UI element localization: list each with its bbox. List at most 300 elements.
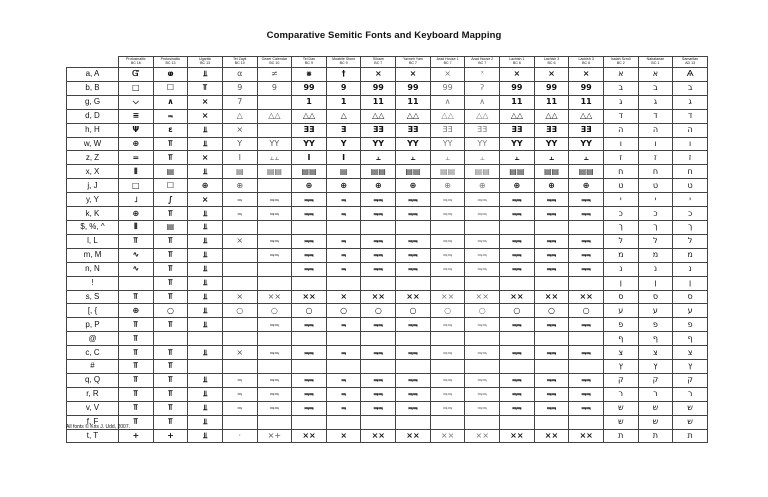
glyph-cell: ⨯⨯ [396, 290, 431, 304]
glyph-cell [257, 179, 292, 193]
glyph-cell: ⫬ [222, 387, 257, 401]
glyph-cell: ⨯⨯ [361, 290, 396, 304]
glyph-cell: 9 [222, 81, 257, 95]
key-mapping-cell: d, D [67, 109, 119, 123]
glyph-cell: ⫬⫬ [569, 262, 604, 276]
glyph-cell: ח [603, 165, 638, 179]
glyph-cell: ⫬ [222, 207, 257, 221]
key-mapping-cell: c, C [67, 346, 119, 360]
glyph-cell: YY [534, 137, 569, 151]
glyph-cell: ⫬⫬ [500, 207, 535, 221]
glyph-cell [326, 332, 361, 346]
table-row [67, 262, 708, 276]
glyph-cell: ○ [430, 304, 465, 318]
glyph-cell: ך [603, 220, 638, 234]
glyph-cell: ⫬⫬ [396, 346, 431, 360]
glyph-cell: ט [603, 179, 638, 193]
table-row [67, 207, 708, 221]
glyph-cell: ץ [638, 360, 673, 374]
glyph-cell [257, 332, 292, 346]
glyph-cell: ⊕ [292, 179, 327, 193]
key-mapping-cell: h, H [67, 123, 119, 137]
glyph-cell: פ [638, 318, 673, 332]
glyph-cell: ⫬⫬ [465, 248, 500, 262]
glyph-cell: ⫬⫬ [257, 318, 292, 332]
glyph-cell: ⨯ [326, 290, 361, 304]
column-header-name: Tel Dan [302, 57, 316, 61]
glyph-cell: ⫬⫬ [569, 387, 604, 401]
glyph-cell [465, 276, 500, 290]
glyph-cell: 11 [569, 95, 604, 109]
glyph-cell: ⫬⫬ [465, 373, 500, 387]
glyph-cell [465, 415, 500, 429]
column-header [465, 57, 500, 68]
glyph-cell: ז [638, 151, 673, 165]
glyph-cell: ט [673, 179, 708, 193]
table-row [67, 151, 708, 165]
glyph-cell: י [638, 193, 673, 207]
glyph-cell: ך [638, 220, 673, 234]
glyph-cell: ○ [257, 304, 292, 318]
glyph-cell: ⫬⫬ [430, 193, 465, 207]
glyph-cell: 11 [396, 95, 431, 109]
glyph-cell [292, 220, 327, 234]
column-header [257, 57, 292, 68]
glyph-cell: YY [396, 137, 431, 151]
glyph-cell: ז [673, 151, 708, 165]
column-header-date: BC 9 [339, 61, 348, 65]
glyph-cell: ⫪ [119, 332, 154, 346]
glyph-cell: צ [673, 346, 708, 360]
column-header-name: Nabataean [646, 57, 665, 61]
glyph-cell: ○ [222, 304, 257, 318]
glyph-cell: ▤▤ [500, 165, 535, 179]
glyph-cell: ⨯⨯ [292, 290, 327, 304]
glyph-cell [292, 415, 327, 429]
glyph-cell: ⫬⫬ [292, 262, 327, 276]
glyph-cell [292, 360, 327, 374]
glyph-cell [500, 332, 535, 346]
glyph-cell: ץ [603, 360, 638, 374]
glyph-cell: ⫬⫬ [465, 346, 500, 360]
glyph-cell [326, 360, 361, 374]
glyph-cell: ⫬⫬ [534, 387, 569, 401]
glyph-cell [222, 415, 257, 429]
table-row [67, 179, 708, 193]
glyph-cell: ⫬⫬ [465, 262, 500, 276]
glyph-cell: ⫪ [153, 248, 188, 262]
glyph-cell: 99 [292, 81, 327, 95]
glyph-cell: ⫬⫬ [396, 193, 431, 207]
glyph-cell: ⫬⫬ [465, 387, 500, 401]
glyph-cell: ⫪ [119, 415, 154, 429]
glyph-cell: ⫬⫬ [361, 193, 396, 207]
glyph-cell: ⫬ [326, 346, 361, 360]
glyph-cell: ⫬⫬ [569, 248, 604, 262]
glyph-cell [153, 332, 188, 346]
column-header-date: BC 2 [616, 61, 625, 65]
glyph-cell: צ [603, 346, 638, 360]
glyph-cell: ƎƎ [569, 123, 604, 137]
column-header-name: Protosinaitic [126, 57, 146, 61]
key-mapping-cell: @ [67, 332, 119, 346]
glyph-cell: I [326, 151, 361, 165]
key-mapping-cell: t, T [67, 429, 119, 443]
glyph-cell [569, 220, 604, 234]
glyph-cell: ⫬⫬ [500, 234, 535, 248]
glyph-cell: ⊕ [361, 179, 396, 193]
glyph-cell: ▤ [222, 165, 257, 179]
glyph-cell: Ѧ [673, 68, 708, 82]
glyph-cell: ⫫ [188, 123, 223, 137]
glyph-cell: ע [603, 304, 638, 318]
font-comparison-table [66, 56, 708, 443]
header-row [67, 57, 708, 68]
glyph-cell: ʔ [465, 81, 500, 95]
glyph-cell: ⫬⫬ [465, 207, 500, 221]
glyph-cell: ⫫ [188, 401, 223, 415]
glyph-cell: ⫬ [326, 401, 361, 415]
glyph-cell [569, 415, 604, 429]
glyph-cell: ⫪ [153, 207, 188, 221]
glyph-cell: ⨯ [222, 234, 257, 248]
table-row [67, 276, 708, 290]
glyph-cell: ⫪ [153, 262, 188, 276]
glyph-cell: ▤▤ [257, 165, 292, 179]
glyph-cell: ⫬⫬ [465, 401, 500, 415]
glyph-cell: ○ [326, 304, 361, 318]
glyph-cell: ⫬⫬ [257, 248, 292, 262]
glyph-cell [326, 220, 361, 234]
table-row [67, 220, 708, 234]
glyph-cell [396, 360, 431, 374]
glyph-cell: ⫠ [430, 151, 465, 165]
glyph-cell: ⨯ [188, 109, 223, 123]
glyph-cell: ⫬⫬ [534, 373, 569, 387]
column-header [119, 57, 154, 68]
glyph-cell: ⊕ [222, 179, 257, 193]
column-header-name: Yavneh Yam [402, 57, 423, 61]
glyph-cell [292, 332, 327, 346]
key-mapping-cell: g, G [67, 95, 119, 109]
glyph-cell: ⫬⫬ [257, 234, 292, 248]
column-header [673, 57, 708, 68]
glyph-cell: ⫪ [153, 415, 188, 429]
glyph-cell: ע [638, 304, 673, 318]
key-mapping-cell: x, X [67, 165, 119, 179]
glyph-cell: ה [603, 123, 638, 137]
glyph-cell: ⫬⫬ [292, 318, 327, 332]
glyph-cell: א [638, 68, 673, 82]
glyph-cell: ⫬⫬ [500, 262, 535, 276]
glyph-cell: ⫪ [153, 373, 188, 387]
column-header [188, 57, 223, 68]
glyph-cell: ⫬⫬ [500, 346, 535, 360]
column-header-name: Isaiah Scroll [611, 57, 631, 61]
glyph-cell: ⫪ [119, 373, 154, 387]
glyph-cell: ⫪ [153, 360, 188, 374]
glyph-cell: ⫫ [188, 373, 223, 387]
glyph-cell: ⫬ [153, 109, 188, 123]
glyph-cell: ⨯ [361, 68, 396, 82]
glyph-cell: 11 [361, 95, 396, 109]
glyph-cell: ⊕ [396, 179, 431, 193]
glyph-cell: ⫬⫬ [257, 373, 292, 387]
glyph-cell: 99 [430, 81, 465, 95]
glyph-cell: נ [603, 262, 638, 276]
glyph-cell: ○ [153, 304, 188, 318]
glyph-cell: ⫬⫬ [534, 262, 569, 276]
glyph-cell: YY [361, 137, 396, 151]
glyph-cell: ת [638, 429, 673, 443]
glyph-cell: ⫬⫬ [361, 207, 396, 221]
glyph-cell: YY [500, 137, 535, 151]
glyph-cell: ך [673, 220, 708, 234]
glyph-cell: ⫬⫬ [292, 193, 327, 207]
glyph-cell: ⊕ [569, 179, 604, 193]
glyph-cell [430, 332, 465, 346]
glyph-cell: ▤▤ [361, 165, 396, 179]
glyph-cell: 1 [292, 95, 327, 109]
glyph-cell: ×× [534, 429, 569, 443]
glyph-cell: ת [673, 429, 708, 443]
glyph-cell: ▤▤ [465, 165, 500, 179]
glyph-cell: ⫪ [119, 346, 154, 360]
glyph-cell: ת [603, 429, 638, 443]
glyph-cell: ⫫ [188, 207, 223, 221]
glyph-cell [534, 360, 569, 374]
glyph-cell: YY [465, 137, 500, 151]
glyph-cell: ⫬⫬ [569, 401, 604, 415]
glyph-cell: ⫬ [326, 193, 361, 207]
glyph-cell: ⫬⫬ [569, 207, 604, 221]
glyph-cell: 9 [257, 81, 292, 95]
glyph-cell: ⨯ [222, 346, 257, 360]
glyph-cell: 99 [396, 81, 431, 95]
table-row [67, 373, 708, 387]
glyph-cell: ⫫ [188, 234, 223, 248]
glyph-cell [500, 220, 535, 234]
glyph-cell: ⨯ [430, 68, 465, 82]
glyph-cell: ⊕ [119, 304, 154, 318]
glyph-cell: ⫬⫬ [500, 248, 535, 262]
column-header-name: Protosinaitic [160, 57, 181, 61]
glyph-cell [257, 415, 292, 429]
glyph-cell: ▤ [153, 220, 188, 234]
key-mapping-cell: q, Q [67, 373, 119, 387]
column-header [326, 57, 361, 68]
glyph-cell: △△ [569, 109, 604, 123]
glyph-cell: ∿ [119, 248, 154, 262]
column-header-date: BC 16 [130, 61, 141, 65]
key-mapping-cell: y, Y [67, 193, 119, 207]
glyph-cell: ⫬ [326, 207, 361, 221]
glyph-cell [257, 220, 292, 234]
glyph-cell [396, 332, 431, 346]
glyph-cell: ×× [500, 429, 535, 443]
glyph-cell [361, 276, 396, 290]
glyph-cell: ⊕ [188, 179, 223, 193]
glyph-cell [361, 415, 396, 429]
glyph-cell: ⫬⫬ [292, 248, 327, 262]
glyph-cell: ⫬⫬ [361, 234, 396, 248]
glyph-cell [569, 332, 604, 346]
glyph-cell [257, 95, 292, 109]
glyph-cell: ⫬⫬ [361, 401, 396, 415]
glyph-cell [396, 220, 431, 234]
glyph-cell [500, 415, 535, 429]
column-header-date: AD 13 [685, 61, 696, 65]
glyph-cell: ⫪ [153, 151, 188, 165]
glyph-cell: ⫬⫬ [396, 387, 431, 401]
glyph-cell [500, 360, 535, 374]
glyph-cell: ⫠ [361, 151, 396, 165]
glyph-cell: ⫠ [465, 151, 500, 165]
glyph-cell: ⫬⫬ [430, 248, 465, 262]
column-header-name: Moabite Stone [332, 57, 356, 61]
glyph-cell: ⫬ [326, 318, 361, 332]
glyph-cell: ⊕ [326, 179, 361, 193]
glyph-cell: ƎƎ [361, 123, 396, 137]
glyph-cell: ר [638, 387, 673, 401]
glyph-cell: 99 [500, 81, 535, 95]
glyph-cell: ⫴ [119, 220, 154, 234]
glyph-cell: ○ [465, 304, 500, 318]
column-header-date: BC 7 [478, 61, 487, 65]
glyph-cell: ⫬⫬ [396, 373, 431, 387]
column-header-name: Arad House 1 [436, 57, 459, 61]
glyph-cell: ל [673, 234, 708, 248]
glyph-cell: ⫬⫬ [465, 193, 500, 207]
glyph-cell: ×+ [257, 429, 292, 443]
glyph-cell: א [603, 68, 638, 82]
glyph-cell: ∧ [153, 95, 188, 109]
glyph-cell: ח [638, 165, 673, 179]
glyph-cell: ⫫ [188, 429, 223, 443]
glyph-cell: ⫫ [188, 165, 223, 179]
glyph-cell: Ᏻ [119, 68, 154, 82]
glyph-cell: ⫫ [188, 290, 223, 304]
glyph-cell [396, 415, 431, 429]
glyph-cell: ⫪ [119, 234, 154, 248]
glyph-cell: ⫬⫬ [569, 373, 604, 387]
glyph-cell: ק [673, 373, 708, 387]
glyph-cell: □ [119, 179, 154, 193]
glyph-cell: ס [603, 290, 638, 304]
glyph-cell: ⫴ [119, 165, 154, 179]
glyph-cell: ר [673, 387, 708, 401]
glyph-cell: ⨳ [292, 68, 327, 82]
glyph-cell: ר [603, 387, 638, 401]
glyph-cell: △ [222, 109, 257, 123]
glyph-cell: ε [153, 123, 188, 137]
glyph-cell: ⫬⫬ [257, 401, 292, 415]
glyph-cell: ▤▤ [292, 165, 327, 179]
glyph-cell: ≠ [257, 68, 292, 82]
glyph-cell: ⫬⫬ [500, 373, 535, 387]
glyph-cell: × [326, 429, 361, 443]
glyph-cell: ⫫ [188, 220, 223, 234]
glyph-cell: ˩ [119, 193, 154, 207]
table-row [67, 429, 708, 443]
glyph-cell: = [119, 151, 154, 165]
key-mapping-cell: # [67, 360, 119, 374]
glyph-cell: ×× [292, 429, 327, 443]
glyph-cell: ×× [569, 429, 604, 443]
column-header [569, 57, 604, 68]
glyph-cell [569, 360, 604, 374]
glyph-cell [361, 332, 396, 346]
glyph-cell: Y [326, 137, 361, 151]
glyph-cell: ⊕ [119, 207, 154, 221]
glyph-cell: ל [603, 234, 638, 248]
glyph-cell: ו [673, 137, 708, 151]
glyph-cell: ⫫ [188, 248, 223, 262]
glyph-cell: + [153, 429, 188, 443]
glyph-cell: ⫬ [326, 373, 361, 387]
glyph-cell: ⊕ [500, 179, 535, 193]
glyph-cell [500, 276, 535, 290]
column-header [396, 57, 431, 68]
table-row [67, 123, 708, 137]
glyph-cell: YY [292, 137, 327, 151]
glyph-cell: ⫬⫬ [361, 373, 396, 387]
glyph-cell: △ [326, 109, 361, 123]
glyph-cell: ⨯⨯ [257, 290, 292, 304]
glyph-cell: ˣ [465, 68, 500, 82]
glyph-cell: ×× [430, 429, 465, 443]
table-row [67, 109, 708, 123]
glyph-cell: I [222, 151, 257, 165]
glyph-cell: Ψ [119, 123, 154, 137]
glyph-cell: ×× [465, 429, 500, 443]
glyph-cell: △△ [292, 109, 327, 123]
glyph-cell [569, 276, 604, 290]
glyph-cell: △△ [465, 109, 500, 123]
glyph-cell: ⫬ [222, 373, 257, 387]
glyph-cell: ⫠ [396, 151, 431, 165]
key-mapping-cell: ! [67, 276, 119, 290]
glyph-cell: ⨯ [188, 151, 223, 165]
glyph-cell: YY [430, 137, 465, 151]
glyph-cell [222, 220, 257, 234]
glyph-cell: ×× [396, 429, 431, 443]
glyph-cell: ⫪ [119, 387, 154, 401]
glyph-cell: ⨯⨯ [569, 290, 604, 304]
glyph-cell [222, 332, 257, 346]
glyph-cell: ⫬⫬ [292, 234, 327, 248]
column-header [603, 57, 638, 68]
glyph-cell: △△ [430, 109, 465, 123]
glyph-cell: ק [603, 373, 638, 387]
glyph-cell: ⫫ [188, 304, 223, 318]
column-header [430, 57, 465, 68]
glyph-cell: ⫪ [119, 318, 154, 332]
glyph-cell: ⨯⨯ [500, 290, 535, 304]
glyph-cell: מ [673, 248, 708, 262]
glyph-cell: 99 [569, 81, 604, 95]
column-header-name: Lachish 1 [509, 57, 525, 61]
glyph-cell: ה [638, 123, 673, 137]
glyph-cell: ש [603, 401, 638, 415]
glyph-cell: ו [603, 137, 638, 151]
glyph-cell: ⨯ [396, 68, 431, 82]
glyph-cell: ⫬⫬ [430, 234, 465, 248]
table-row [67, 332, 708, 346]
column-header [153, 57, 188, 68]
glyph-cell: ⫬⫬ [465, 234, 500, 248]
glyph-cell: ד [638, 109, 673, 123]
